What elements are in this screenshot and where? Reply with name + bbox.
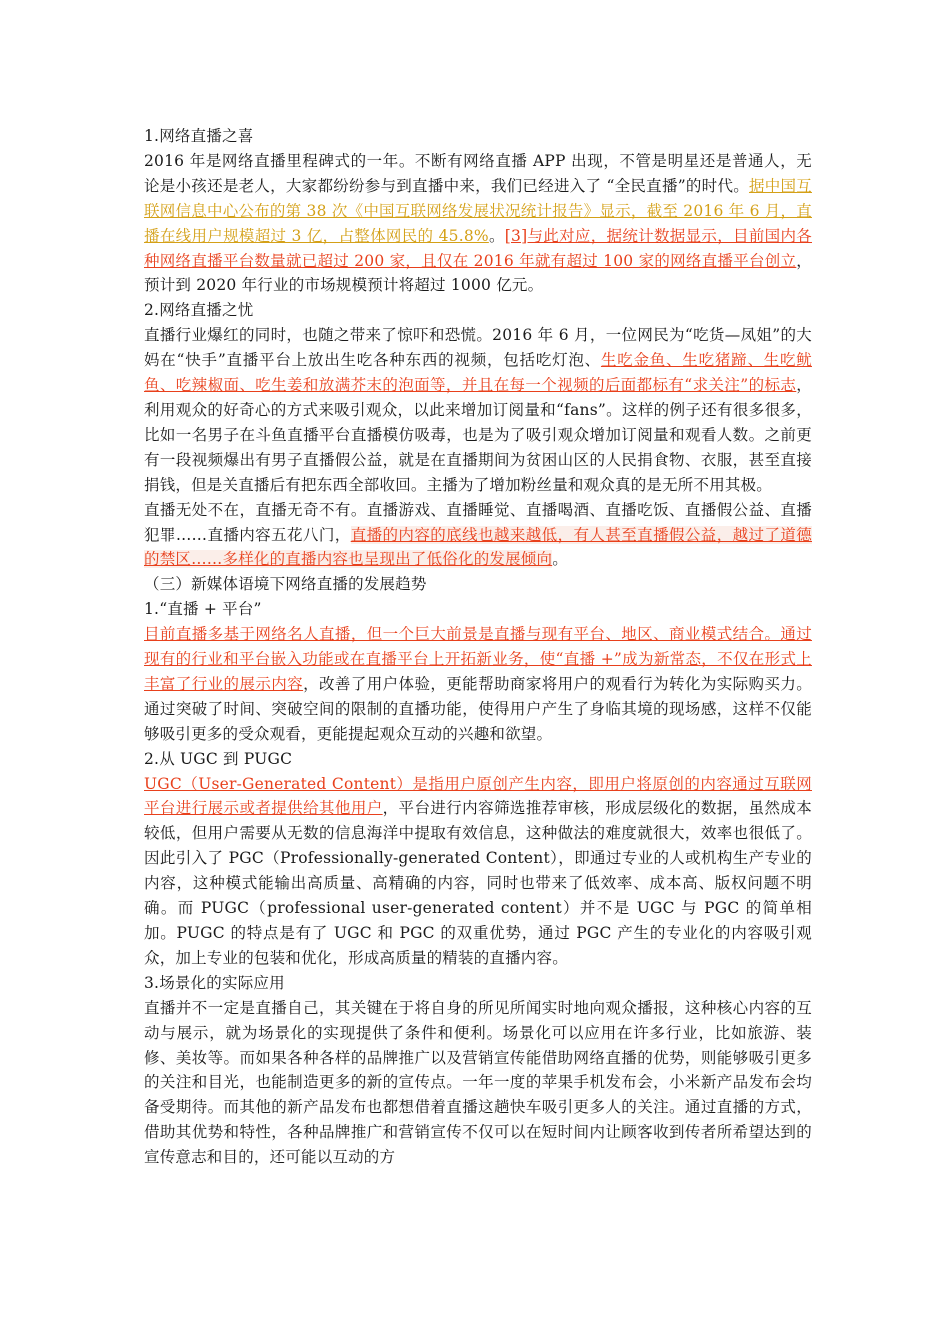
section-heading-worry: 2.网络直播之忧: [144, 301, 254, 320]
paragraph-text: ，利用观众的好奇心的方式来吸引观众，以此来增加订阅量和“fans”。这样的例子还有很多很多，比如一名男子在斗鱼直播平台直播模仿吸毒，也是为了吸引观众增加订阅量和观看人数。之前更有一段视频爆出有男子直播假公益，就是在直播期间为贫困山区的人民捐食物、衣服，甚至直接捐钱，但是关直播后有把东西全部收回。主播为了增加粉丝量和观众真的是无所不用其极。: [144, 376, 812, 494]
highlight-red: 直播的内容的底线也越来越低，有人甚至直播假公益，越过了道德的禁区……多样化的直播内容也呈现出了低俗化的发展倾向: [144, 525, 812, 569]
highlight-red: 目前直播多基于网络名人直播，但一个巨大前景是直播与现有平台、地区、商业模式结合。通过现有的行业和平台嵌入功能或在直播平台上开拓新业务，使“直播 +”成为新常态，不仅在形式上丰富了行业的展示内容: [144, 625, 812, 693]
paragraph-joy: [144, 149, 812, 298]
paragraph-text: ，预计到 2020 年行业的市场规模预计将超过 1000 亿元。: [144, 251, 812, 295]
paragraph-text: ，改善了用户体验，更能帮助商家将用户的观看行为转化为实际购买力。通过突破了时间、突破空间的限制的直播功能，使得用户产生了身临其境的现场感，这样不仅能够吸引更多的受众观看，更能提起观众互动的兴趣和欲望。: [144, 674, 812, 743]
section-heading-joy: 1.网络直播之喜: [144, 127, 254, 145]
highlight-red: [3]与此对应，据统计数据显示，目前国内各种网络直播平台数量就已超过 200 家，且仅在 2016 年就有超过 100 家的网络直播平台创立: [144, 226, 812, 270]
document-page: [144, 124, 812, 1170]
subheading-live-plus-platform: 1.“直播 + 平台”: [144, 600, 262, 619]
paragraph-text: 。: [488, 226, 505, 245]
paragraph-text: ，平台进行内容筛选推荐审核，形成层级化的数据，虽然成本较低，但用户需要从无数的信息海洋中提取有效信息，这种做法的难度就很大，效率也很低了。因此引入了 PGC（Professionally-generated Content），即通过专业的人或机构生产专业的内容，这种模式能输出高质量、高精确的内容，同时也带来了低效率、成本高、版权问题不明确。而 PUGC（professional user-generated content）并不是 UGC 与 PGC 的简单相加。PUGC 的特点是有了 UGC 和 PGC 的双重优势，通过 PGC 产生的专业化的内容吸引观众，加上专业的包装和优化，形成高质量的精装的直播内容。: [144, 799, 812, 967]
paragraph-text: 直播无处不在，直播无奇不有。直播游戏、直播睡觉、直播喝酒、直播吃饭、直播假公益、直播犯罪……直播内容五花八门，: [144, 500, 812, 544]
paragraph-scenario: 直播并不一定是直播自己，其关键在于将自身的所见所闻实时地向观众播报，这种核心内容的互动与展示，就为场景化的实现提供了条件和便利。场景化可以应用在许多行业，比如旅游、装修、美妆等。而如果各种各样的品牌推广以及营销宣传能借助网络直播的优势，则能够吸引更多的关注和目光，也能制造更多的新的宣传点。一年一度的苹果手机发布会，小米新产品发布会均备受期待。而其他的新产品发布也都想借着直播这趟快车吸引更多人的关注。通过直播的方式，借助其优势和特性，各种品牌推广和营销宣传不仅可以在短时间内让顾客收到传者所希望达到的宣传意志和目的，还可能以互动的方: [144, 998, 812, 1167]
paragraph-worry-2: [144, 498, 812, 573]
section-heading-trends: （三）新媒体语境下网络直播的发展趋势: [144, 575, 427, 594]
subheading-scenario: 3.场景化的实际应用: [144, 973, 285, 992]
highlight-yellow: 据中国互联网信息中心公布的第 38 次《中国互联网络发展状况统计报告》显示，截至 2016 年 6 月，直播在线用户规模超过 3 亿，占整体网民的 45.8%: [144, 176, 812, 245]
paragraph-text: 2016 年是网络直播里程碑式的一年。不断有网络直播 APP 出现，不管是明星还是普通人，无论是小孩还是老人，大家都纷纷参与到直播中来，我们已经进入了 “全民直播”的时代。: [144, 151, 812, 195]
paragraph-live-plus-platform: [144, 622, 812, 747]
paragraph-worry-1: [144, 323, 812, 497]
paragraph-text: 直播行业爆红的同时，也随之带来了惊吓和恐慌。2016 年 6 月，一位网民为“吃货—凤姐”的大妈在“快手”直播平台上放出生吃各种东西的视频，包括吃灯泡、: [144, 326, 812, 370]
paragraph-ugc-pugc: [144, 772, 812, 971]
subheading-ugc-pugc: 2.从 UGC 到 PUGC: [144, 749, 293, 768]
highlight-red: UGC（User-Generated Content）是指用户原创产生内容，即用户将原创的内容通过互联网平台进行展示或者提供给其他用户: [144, 774, 812, 818]
highlight-red: 生吃金鱼、生吃猪蹄、生吃鱿鱼、吃辣椒面、吃生姜和放满芥末的泡面等，并且在每一个视频的后面都标有“求关注”的标志: [144, 351, 812, 395]
paragraph-text: 。: [552, 550, 568, 569]
